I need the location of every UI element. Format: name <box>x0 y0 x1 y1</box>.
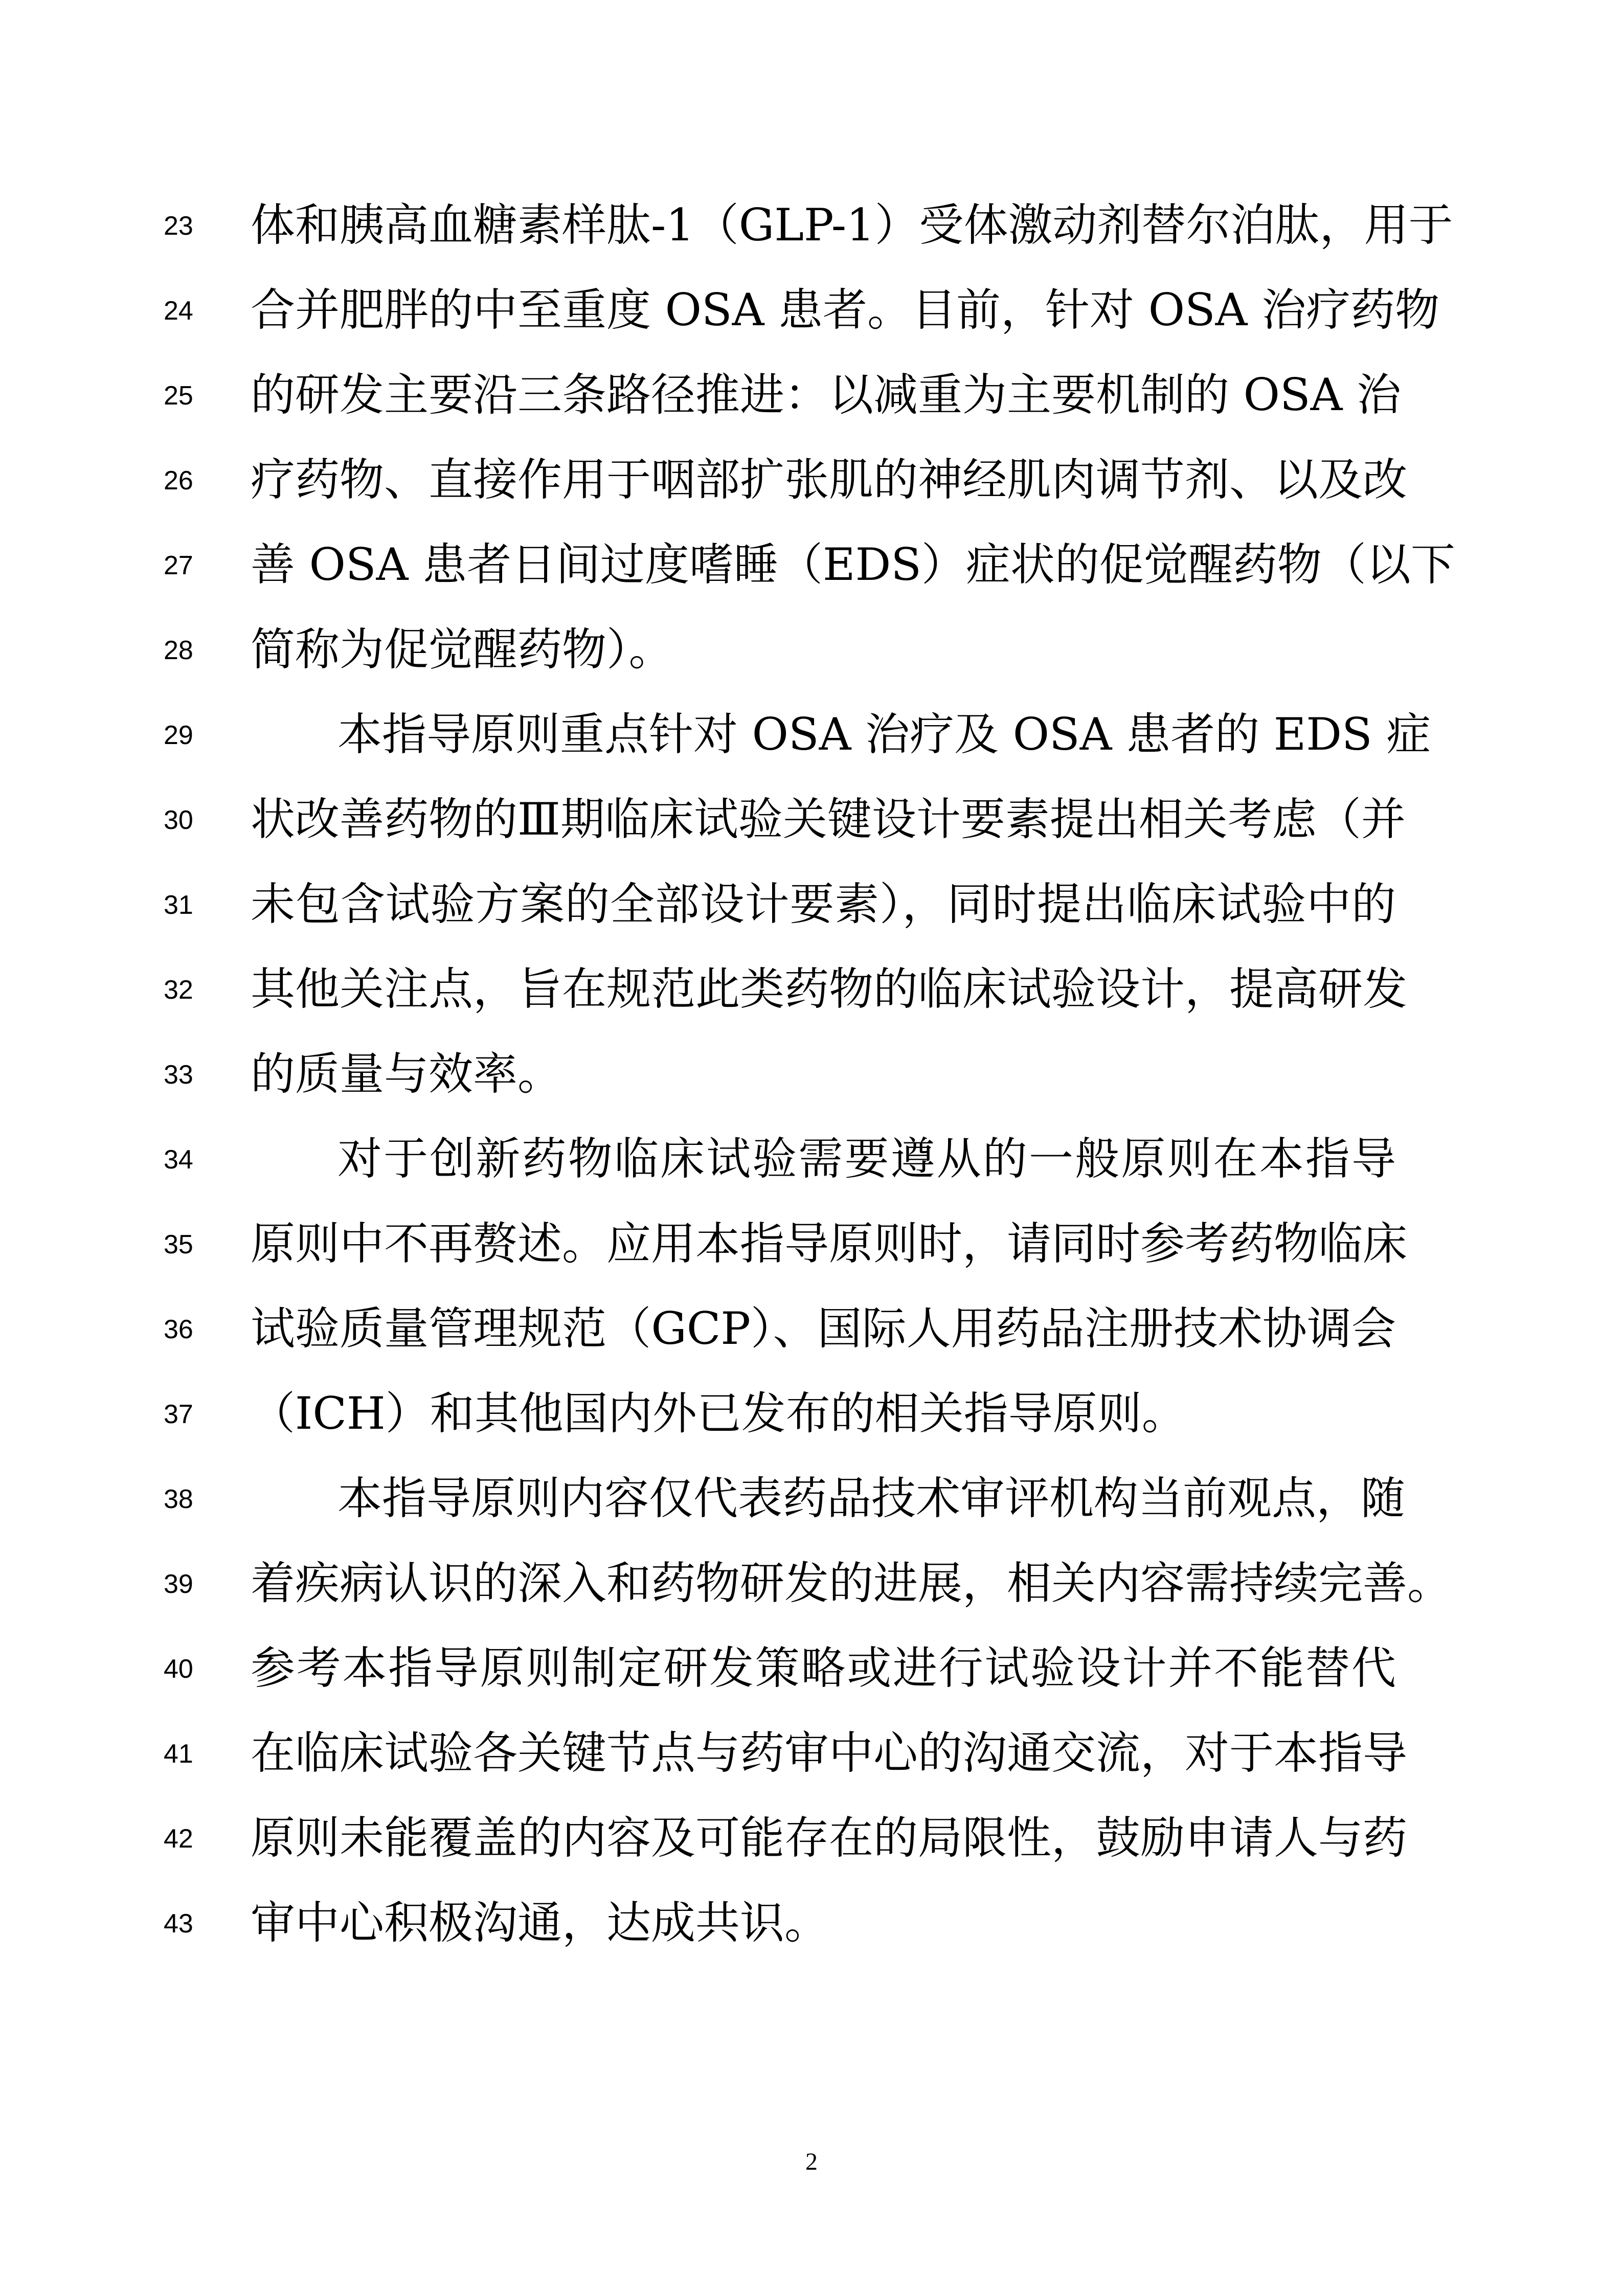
document-line <box>0 1632 1623 1717</box>
document-line <box>0 1123 1623 1208</box>
line-number: 26 <box>164 466 193 496</box>
line-number: 42 <box>164 1824 193 1854</box>
document-line <box>0 1038 1623 1123</box>
line-number: 34 <box>164 1145 193 1175</box>
line-text: 审中心积极沟通，达成共识。 <box>251 1897 829 1949</box>
line-text: 善 OSA 患者日间过度嗜睡（EDS）症状的促觉醒药物（以下 <box>251 538 1455 591</box>
document-line <box>0 699 1623 783</box>
line-text: 合并肥胖的中至重度 OSA 患者。目前，针对 OSA 治疗药物 <box>251 284 1440 336</box>
document-line <box>0 189 1623 274</box>
line-number: 32 <box>164 975 193 1005</box>
line-number: 30 <box>164 805 193 835</box>
document-line <box>0 1208 1623 1293</box>
line-number: 23 <box>164 211 193 241</box>
line-number: 35 <box>164 1230 193 1259</box>
line-number: 29 <box>164 721 193 750</box>
document-line <box>0 1293 1623 1378</box>
line-text: 体和胰高血糖素样肽-1（GLP-1）受体激动剂替尔泊肽，用于 <box>251 199 1453 251</box>
line-text: 原则未能覆盖的内容及可能存在的局限性，鼓励申请人与药 <box>251 1812 1407 1864</box>
line-text: 疗药物、直接作用于咽部扩张肌的神经肌肉调节剂、以及改 <box>251 454 1407 506</box>
line-number: 27 <box>164 551 193 580</box>
document-line <box>0 1887 1623 1972</box>
line-text: 的质量与效率。 <box>251 1048 562 1100</box>
line-number: 31 <box>164 890 193 920</box>
line-text: 其他关注点，旨在规范此类药物的临床试验设计，提高研发 <box>251 963 1407 1015</box>
line-text: 本指导原则重点针对 OSA 治疗及 OSA 患者的 EDS 症 <box>337 708 1431 760</box>
document-line <box>0 529 1623 614</box>
document-line <box>0 274 1623 359</box>
line-number: 41 <box>164 1739 193 1769</box>
document-line <box>0 614 1623 699</box>
line-text: （ICH）和其他国内外已发布的相关指导原则。 <box>251 1387 1186 1439</box>
line-number: 36 <box>164 1315 193 1344</box>
line-text: 本指导原则内容仅代表药品技术审评机构当前观点，随 <box>337 1472 1405 1524</box>
line-number: 39 <box>164 1569 193 1599</box>
document-line <box>0 444 1623 529</box>
document-line <box>0 1378 1623 1462</box>
page-number: 2 <box>805 2148 818 2175</box>
document-line <box>0 1717 1623 1802</box>
line-text: 着疾病认识的深入和药物研发的进展，相关内容需持续完善。 <box>251 1557 1452 1609</box>
line-text: 参考本指导原则制定研发策略或进行试验设计并不能替代 <box>251 1642 1396 1694</box>
document-line <box>0 1462 1623 1547</box>
line-number: 37 <box>164 1400 193 1429</box>
line-number: 33 <box>164 1060 193 1090</box>
document-line <box>0 868 1623 953</box>
line-number: 28 <box>164 636 193 665</box>
line-text: 简称为促觉醒药物）。 <box>251 623 673 676</box>
line-text: 在临床试验各关键节点与药审中心的沟通交流，对于本指导 <box>251 1727 1407 1779</box>
line-text: 原则中不再赘述。应用本指导原则时，请同时参考药物临床 <box>251 1218 1407 1270</box>
document-line <box>0 1802 1623 1887</box>
document-line <box>0 783 1623 868</box>
line-text: 状改善药物的Ⅲ期临床试验关键设计要素提出相关考虑（并 <box>251 793 1406 845</box>
document-line <box>0 953 1623 1038</box>
line-number: 40 <box>164 1654 193 1684</box>
line-text: 试验质量管理规范（GCP）、国际人用药品注册技术协调会 <box>251 1302 1396 1355</box>
document-line <box>0 359 1623 444</box>
line-number: 38 <box>164 1484 193 1514</box>
line-text: 的研发主要沿三条路径推进：以减重为主要机制的 OSA 治 <box>251 369 1402 421</box>
line-text: 未包含试验方案的全部设计要素），同时提出临床试验中的 <box>251 878 1396 930</box>
line-text: 对于创新药物临床试验需要遵从的一般原则在本指导 <box>337 1133 1396 1185</box>
line-number: 43 <box>164 1909 193 1939</box>
line-number: 25 <box>164 381 193 411</box>
document-line <box>0 1547 1623 1632</box>
line-number: 24 <box>164 296 193 326</box>
